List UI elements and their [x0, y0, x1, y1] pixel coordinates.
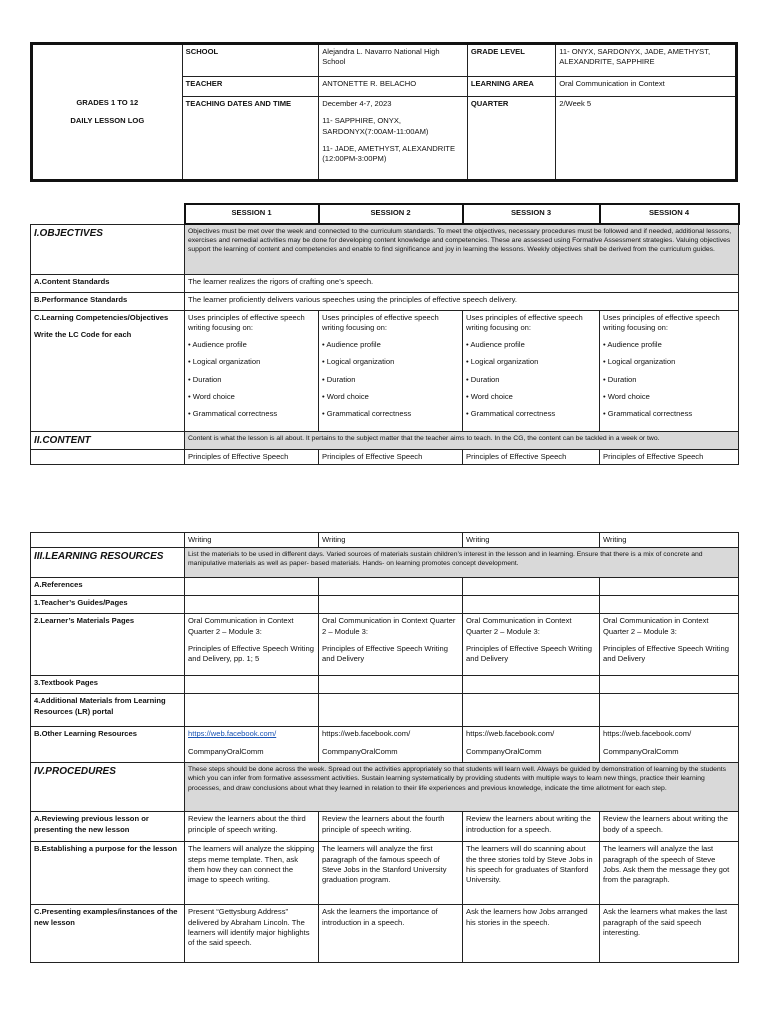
competency-item: • Word choice	[603, 391, 650, 401]
title-cell	[32, 44, 183, 181]
lm-line: Oral Communication in Context Quarter 2 – Module 3:	[603, 616, 709, 636]
additional-materials-label: 4.Additional Materials from Learning Resources (LR) portal	[31, 694, 185, 727]
procedure-c-cell: Present “Gettysburg Address” delivered by Abraham Lincoln. The learners will identify major highlights of the said speech.	[185, 905, 319, 963]
quarter-label: QUARTER	[467, 97, 555, 181]
competency-item: • Logical organization	[466, 357, 539, 367]
content-label: II.CONTENT	[31, 431, 185, 450]
competency-item: • Duration	[322, 374, 356, 384]
objectives-label: I.OBJECTIVES	[31, 224, 185, 274]
lm-line: Principles of Effective Speech Writing and Delivery	[603, 643, 729, 663]
objectives-table	[30, 203, 740, 465]
procedure-a-label: A.Reviewing previous lesson or presenting the new lesson	[31, 812, 185, 842]
competency-item: • Audience profile	[466, 340, 525, 349]
competency-cell	[185, 310, 319, 431]
session-1-header: SESSION 1	[185, 204, 319, 224]
performance-standards-label: B.Performance Standards	[31, 292, 185, 310]
content-topic: Principles of Effective Speech	[463, 450, 600, 465]
competency-item: • Grammatical correctness	[603, 409, 693, 418]
session-2-header: SESSION 2	[319, 204, 463, 224]
school-value: Alejandra L. Navarro National High School	[319, 44, 468, 77]
competency-item: • Grammatical correctness	[188, 409, 278, 418]
competency-item: • Logical organization	[188, 357, 261, 367]
references-label: A.References	[31, 578, 185, 596]
procedure-b-cell: The learners will analyze the last paragraph of the speech of Steve Jobs. Ask them the message they got from the paragraph.	[600, 842, 739, 905]
content-topic-continued: Writing	[600, 533, 739, 548]
facebook-url-text: https://web.facebook.com/	[322, 729, 411, 739]
content-note: Content is what the lesson is all about. It pertains to the subject matter that the teacher aims to teach. In the CG, the content can be tackled in a week or two.	[185, 431, 739, 450]
teachers-guide-label: 1.Teacher’s Guides/Pages	[31, 596, 185, 614]
dates-line-1: December 4-7, 2023	[322, 99, 392, 108]
competency-item: • Duration	[466, 374, 500, 384]
lm-line: Oral Communication in Context Quarter 2 – Module 3:	[188, 616, 294, 636]
facebook-page-name: CommpanyOralComm	[603, 746, 679, 756]
competency-intro: Uses principles of effective speech writing focusing on:	[322, 312, 439, 332]
competencies-sublabel: Write the LC Code for each	[34, 329, 132, 339]
procedure-c-cell: Ask the learners the importance of introduction in a speech.	[319, 905, 463, 963]
lm-line: Principles of Effective Speech Writing and Delivery	[466, 643, 592, 663]
lm-line: Oral Communication in Context Quarter 2 – Module 3:	[322, 616, 456, 636]
competency-intro: Uses principles of effective speech writing focusing on:	[466, 312, 583, 332]
performance-standards-value: The learner proficiently delivers various speeches using the principles of effective speech delivery.	[185, 292, 739, 310]
competencies-label: C.Learning Competencies/Objectives	[34, 312, 169, 322]
grade-level-value: 11- ONYX, SARDONYX, JADE, AMETHYST, ALEXANDRITE, SAPPHIRE	[556, 44, 737, 77]
resources-label: III.LEARNING RESOURCES	[31, 548, 185, 578]
session-4-header: SESSION 4	[600, 204, 739, 224]
content-standards-label: A.Content Standards	[31, 274, 185, 292]
procedures-note: These steps should be done across the week. Spread out the activities appropriately so that students will learn well. Always be guided by demonstration of learning by the students which you can infer from formative assessment activities. Sustain learning systematically by providing students with multiple ways to learn new things, practice their learning processes, and draw conclusions about what they learned in relation to their life experiences and previous knowledge, indicate the time allotment for each step.	[185, 763, 739, 812]
lm-line: Oral Communication in Context Quarter 2 – Module 3:	[466, 616, 572, 636]
competency-item: • Logical organization	[322, 357, 395, 367]
procedure-c-cell: Ask the learners what makes the last paragraph of the said speech interesting.	[600, 905, 739, 963]
resources-note: List the materials to be used in different days. Varied sources of materials sustain children’s interest in the lesson and in learning. Ensure that there is a mix of concrete and manipulative materials as well as paper- based materials. Hands- on learning promotes concept development.	[185, 548, 739, 578]
content-topic-continued: Writing	[185, 533, 319, 548]
learners-materials-cell	[185, 614, 319, 676]
competency-item: • Grammatical correctness	[466, 409, 556, 418]
other-resources-cell	[463, 727, 600, 763]
content-topic-continued: Writing	[319, 533, 463, 548]
competencies-label-cell	[31, 310, 185, 431]
competency-item: • Duration	[188, 374, 222, 384]
lm-line: Principles of Effective Speech Writing and Delivery	[322, 643, 448, 663]
learners-materials-cell	[463, 614, 600, 676]
learning-area-value: Oral Communication in Context	[556, 77, 737, 97]
procedure-a-cell: Review the learners about writing the body of a speech.	[600, 812, 739, 842]
facebook-link[interactable]: https://web.facebook.com/	[188, 729, 277, 739]
competency-item: • Audience profile	[188, 340, 247, 349]
competency-cell	[600, 310, 739, 431]
content-topic: Principles of Effective Speech	[185, 450, 319, 465]
session-3-header: SESSION 3	[463, 204, 600, 224]
dates-line-3: 11- JADE, AMETHYST, ALEXANDRITE (12:00PM-3:00PM)	[322, 143, 456, 163]
competency-item: • Word choice	[322, 391, 369, 401]
teacher-label: TEACHER	[182, 77, 319, 97]
resources-procedures-table	[30, 532, 739, 963]
other-resources-cell	[185, 727, 319, 763]
competency-item: • Grammatical correctness	[322, 409, 412, 418]
procedure-a-cell: Review the learners about the third principle of speech writing.	[185, 812, 319, 842]
facebook-page-name: CommpanyOralComm	[466, 746, 542, 756]
competency-intro: Uses principles of effective speech writing focusing on:	[603, 312, 720, 332]
title-line-2: DAILY LESSON LOG	[70, 116, 145, 125]
facebook-page-name: CommpanyOralComm	[322, 746, 398, 756]
competency-item: • Word choice	[466, 391, 513, 401]
dates-label: TEACHING DATES AND TIME	[182, 97, 319, 181]
other-resources-cell	[600, 727, 739, 763]
procedure-b-cell: The learners will analyze the first paragraph of the famous speech of Steve Jobs in the Stanford University graduation program.	[319, 842, 463, 905]
content-standards-value: The learner realizes the rigors of crafting one’s speech.	[185, 274, 739, 292]
other-resources-cell	[319, 727, 463, 763]
objectives-note: Objectives must be met over the week and connected to the curriculum standards. To meet the objectives, necessary procedures must be followed and if needed, additional lessons, exercises and remedial activities may be done for developing content knowledge and competencies. These are assessed using Formative Assessment strategies. Valuing objectives support the learning of content and competencies and enable to find significance and joy in learning the lessons. Weekly objectives shall be derived from the curriculum guides.	[185, 224, 739, 274]
facebook-page-name: CommpanyOralComm	[188, 746, 264, 756]
competency-item: • Duration	[603, 374, 637, 384]
procedure-c-cell: Ask the learners how Jobs arranged his stories in the speech.	[463, 905, 600, 963]
lm-line: Principles of Effective Speech Writing and Delivery, pp. 1; 5	[188, 643, 314, 663]
competency-item: • Word choice	[188, 391, 235, 401]
procedure-c-label: C.Presenting examples/instances of the new lesson	[31, 905, 185, 963]
other-resources-label: B.Other Learning Resources	[31, 727, 185, 763]
learners-materials-label: 2.Learner’s Materials Pages	[31, 614, 185, 676]
teacher-value: ANTONETTE R. BELACHO	[319, 77, 468, 97]
grade-level-label: GRADE LEVEL	[467, 44, 555, 77]
dates-value	[319, 97, 468, 181]
competency-intro: Uses principles of effective speech writing focusing on:	[188, 312, 305, 332]
school-label: SCHOOL	[182, 44, 319, 77]
textbook-label: 3.Textbook Pages	[31, 676, 185, 694]
title-line-1: GRADES 1 TO 12	[76, 97, 139, 107]
dates-line-2: 11- SAPPHIRE, ONYX, SARDONYX(7:00AM-11:00AM)	[322, 116, 429, 136]
quarter-value: 2/Week 5	[556, 97, 737, 181]
procedures-label: IV.PROCEDURES	[31, 763, 185, 812]
procedure-b-cell: The learners will do scanning about the three stories told by Steve Jobs in his speech for graduates of Stanford University.	[463, 842, 600, 905]
competency-item: • Logical organization	[603, 357, 676, 367]
content-topic: Principles of Effective Speech	[600, 450, 739, 465]
content-topic-continued: Writing	[463, 533, 600, 548]
procedure-b-label: B.Establishing a purpose for the lesson	[31, 842, 185, 905]
procedure-a-cell: Review the learners about writing the introduction for a speech.	[463, 812, 600, 842]
competency-cell	[319, 310, 463, 431]
procedure-a-cell: Review the learners about the fourth principle of speech writing.	[319, 812, 463, 842]
content-topic: Principles of Effective Speech	[319, 450, 463, 465]
procedure-b-cell: The learners will analyze the skipping steps meme template. Then, ask them how they can connect the image to speech writing.	[185, 842, 319, 905]
learners-materials-cell	[600, 614, 739, 676]
facebook-url-text: https://web.facebook.com/	[603, 729, 692, 739]
header-table	[30, 42, 738, 182]
competency-item: • Audience profile	[603, 340, 662, 349]
facebook-url-text: https://web.facebook.com/	[466, 729, 555, 739]
learners-materials-cell	[319, 614, 463, 676]
competency-cell	[463, 310, 600, 431]
learning-area-label: LEARNING AREA	[467, 77, 555, 97]
competency-item: • Audience profile	[322, 340, 381, 349]
